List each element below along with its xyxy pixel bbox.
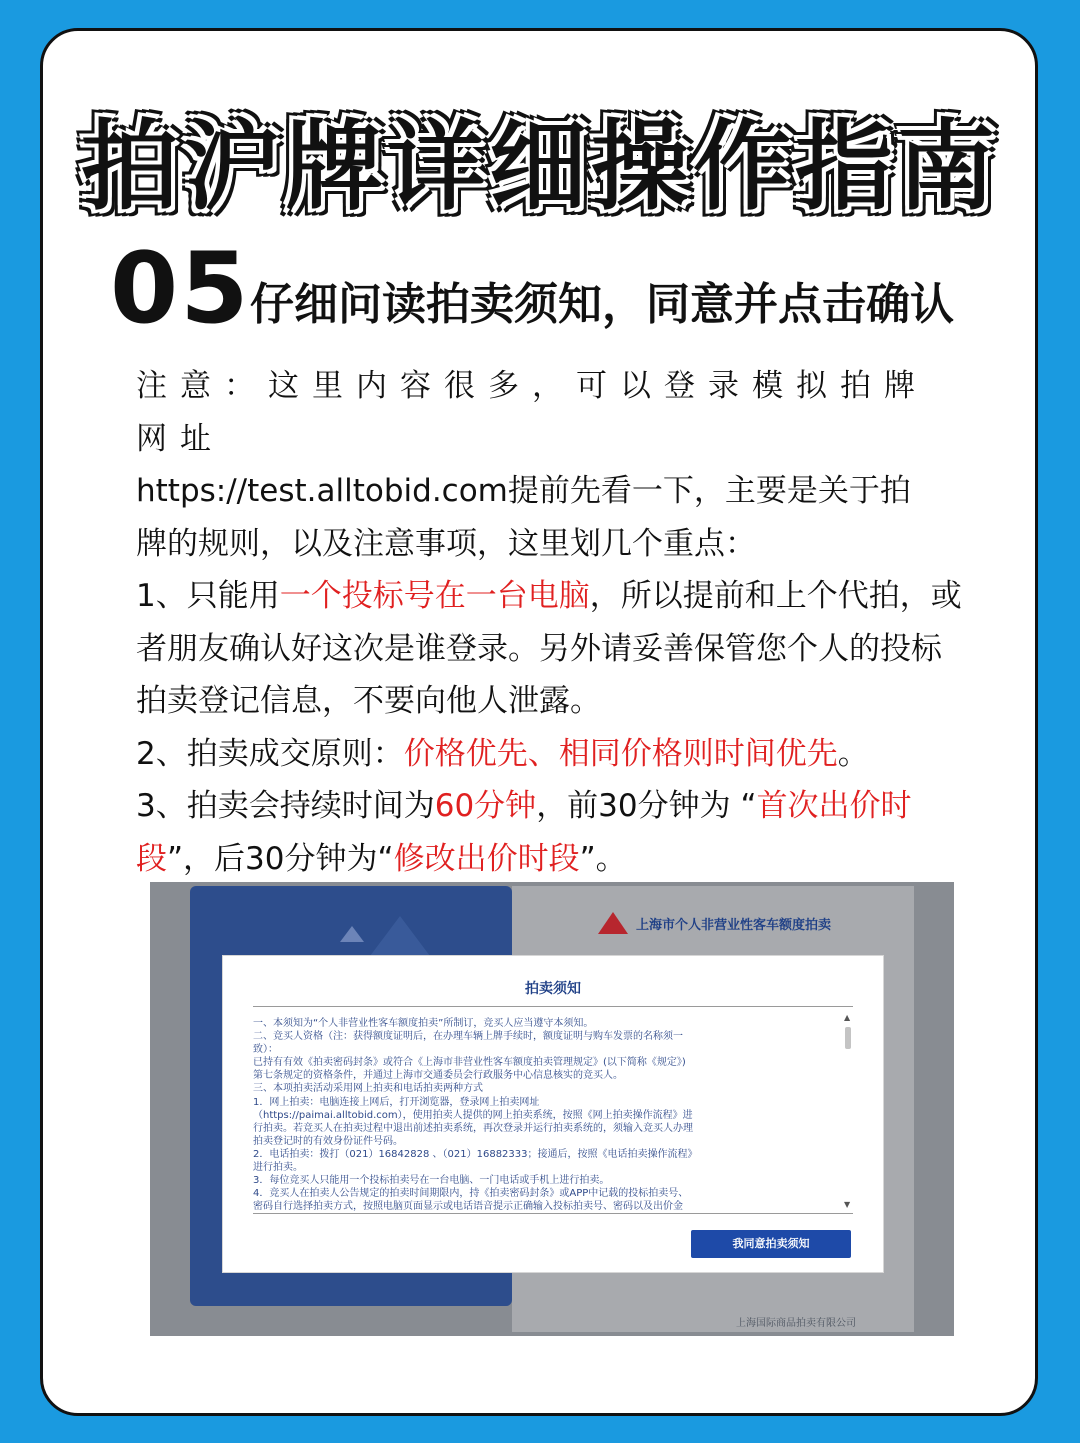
point-3-highlight-modify: 修改出价时段 xyxy=(393,840,580,877)
notice-line: 3．每位竞买人只能用一个投标拍卖号在一台电脑、一门电话或手机上进行拍卖。 xyxy=(253,1175,610,1187)
point-3-end: ”。 xyxy=(579,840,627,877)
notice-scrollbar[interactable] xyxy=(843,1013,853,1209)
notice-line: （https://paimai.alltobid.com），使用拍卖人提供的网上拍卖系统，按照《网上拍卖操作流程》进 xyxy=(253,1109,693,1121)
point-3-highlight-first: 首次出价时段 xyxy=(136,788,912,877)
notice-line: 1．网上拍卖：电脑连接上网后，打开浏览器，登录网上拍卖网址 xyxy=(253,1096,540,1108)
agree-notice-button[interactable]: 我同意拍卖须知 xyxy=(691,1230,851,1258)
scroll-thumb[interactable] xyxy=(845,1027,851,1049)
auction-brand xyxy=(598,912,831,934)
notice-line: 2．电话拍卖：拨打（021）16842828 、（021）16882333；接通后，按照《电话拍卖操作流程》 xyxy=(253,1148,698,1160)
point-1-highlight: 一个投标号在一台电脑 xyxy=(279,578,590,614)
point-1 xyxy=(136,570,970,728)
note-line-3: 牌的规则，以及注意事项，这里划几个重点： xyxy=(136,525,756,562)
notice-line: 致）： xyxy=(253,1044,278,1056)
scroll-up-icon[interactable]: ▲ xyxy=(844,1013,851,1022)
notice-line: 二、竞买人资格（注：获得额度证明后，在办理车辆上牌手续时，额度证明与购车发票的名称须一 xyxy=(253,1031,683,1043)
point-2-end: 。 xyxy=(837,735,869,772)
notice-line: 第七条规定的资格条件，并通过上海市交通委员会行政服务中心信息核实的竞买人。 xyxy=(253,1070,623,1082)
notice-line: 4．竞买人在拍卖人公告规定的拍卖时间期限内，持《拍卖密码封条》或APP中记载的投标拍卖号、 xyxy=(253,1188,689,1200)
notice-line: 行拍卖。若竞买人在拍卖过程中退出前述拍卖系统，再次登录并运行拍卖系统的，须输入竞买人办理 xyxy=(253,1122,693,1134)
company-footer: 上海国际商品拍卖有限公司 xyxy=(736,1318,856,1329)
notice-line: 拍卖登记时的有效身份证件号码。 xyxy=(253,1135,403,1147)
notice-line: 已持有有效《拍卖密码封条》或符合《上海市非营业性客车额度拍卖管理规定》(以下简称《规定》) xyxy=(253,1057,686,1069)
instructions-text xyxy=(136,360,970,885)
point-3-highlight-duration: 60分钟 xyxy=(434,788,537,824)
point-3 xyxy=(136,780,970,885)
notice-line: 进行拍卖。 xyxy=(253,1162,303,1174)
notice-line: 密码自行选择拍卖方式，按照电脑页面显示或电话语音提示正确输入投标拍卖号、密码以及出价金 xyxy=(253,1201,683,1213)
point-3-text-2: ，前30分钟为 “ xyxy=(536,788,757,824)
auction-notice-modal xyxy=(222,955,884,1273)
decorative-small-triangle-icon xyxy=(340,926,364,942)
point-2-text: 2、拍卖成交原则： xyxy=(136,735,404,772)
point-2 xyxy=(136,728,970,781)
auction-screenshot xyxy=(150,882,954,1336)
note-line-2: https://test.alltobid.com提前先看一下，主要是关于拍 xyxy=(136,473,911,509)
point-1-text: 1、只能用 xyxy=(136,578,280,614)
notice-text xyxy=(253,1017,835,1213)
point-3-text-3: ”，后30分钟为“ xyxy=(167,840,394,877)
notice-scroll-box[interactable] xyxy=(253,1006,853,1214)
step-number: 05 xyxy=(110,232,251,346)
notice-line: 三、本项拍卖活动采用网上拍卖和电话拍卖两种方式 xyxy=(253,1083,483,1095)
point-3-text: 3、拍卖会持续时间为 xyxy=(136,788,435,824)
brand-logo-icon xyxy=(598,912,628,934)
point-2-highlight: 价格优先、相同价格则时间优先 xyxy=(403,735,838,772)
scroll-down-icon[interactable]: ▼ xyxy=(844,1200,851,1209)
notice-line: 一、本须知为“个人非营业性客车额度拍卖”所制订，竞买人应当遵守本须知。 xyxy=(253,1018,594,1029)
step-title: 仔细问读拍卖须知，同意并点击确认 xyxy=(250,279,954,330)
point-1-rest: ，所以提前和上个代拍，或者朋友确认好这次是谁登录。另外请妥善保管您个人的投标拍卖登记信息，不要向他人泄露。 xyxy=(136,578,962,719)
brand-name: 上海市个人非营业性客车额度拍卖 xyxy=(636,917,832,933)
note-line-1: 注意：这里内容很多，可以登录模拟拍牌网址 xyxy=(136,368,928,457)
modal-title: 拍卖须知 xyxy=(525,981,581,997)
main-title: 拍沪牌详细操作指南 xyxy=(80,110,999,224)
